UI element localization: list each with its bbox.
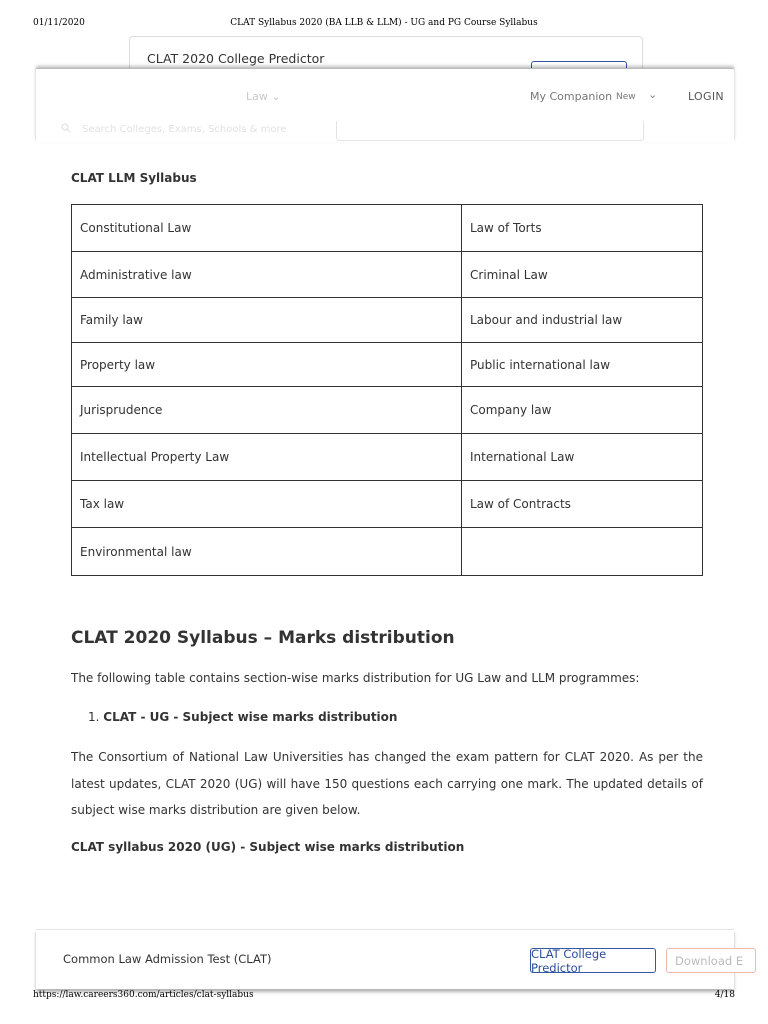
- table-row: [72, 434, 703, 481]
- table-cell: Labour and industrial law: [462, 298, 703, 343]
- table-row: [72, 298, 703, 343]
- print-title: CLAT Syllabus 2020 (BA LLB & LLM) - UG and PG Course Syllabus: [230, 18, 538, 28]
- marks-intro-text: The following table contains section-wise marks distribution for UG Law and LLM programmes:: [71, 671, 640, 685]
- table-cell: Constitutional Law: [72, 205, 462, 252]
- chevron-down-icon[interactable]: ⌄: [648, 88, 658, 101]
- table-cell: Property law: [72, 343, 462, 387]
- print-date: 01/11/2020: [33, 18, 85, 28]
- table-row: [72, 528, 703, 576]
- table-cell: Public international law: [462, 343, 703, 387]
- college-predictor-button[interactable]: CLAT College Predictor: [530, 948, 656, 973]
- table-cell: International Law: [462, 434, 703, 481]
- table-cell: Law of Torts: [462, 205, 703, 252]
- chevron-down-icon: ⌄: [271, 90, 281, 103]
- nav-law-menu[interactable]: [246, 90, 281, 103]
- table-cell: Company law: [462, 387, 703, 434]
- search-bar[interactable]: [58, 121, 298, 139]
- download-button[interactable]: Download E: [666, 948, 756, 973]
- table-cell: Family law: [72, 298, 462, 343]
- table-cell: Jurisprudence: [72, 387, 462, 434]
- llm-syllabus-heading: CLAT LLM Syllabus: [71, 171, 197, 185]
- marks-distribution-heading: CLAT 2020 Syllabus – Marks distribution: [71, 628, 455, 648]
- table-cell: Intellectual Property Law: [72, 434, 462, 481]
- table-row: [72, 252, 703, 298]
- table-cell: Tax law: [72, 481, 462, 528]
- list-number: 1.: [88, 710, 100, 724]
- marks-paragraph: The Consortium of National Law Universities has changed the exam pattern for CLAT 2020. As per the latest updates, CLAT 2020 (UG) will have 150 questions each carrying one mark. The updated details of subject wise marks distribution are given below.: [71, 750, 703, 817]
- site-navbar: [36, 68, 734, 142]
- nav-law-label: Law: [246, 90, 268, 103]
- exam-name-label: Common Law Admission Test (CLAT): [63, 952, 272, 966]
- page-number: 4/18: [714, 990, 735, 1000]
- new-badge: New: [616, 92, 636, 102]
- page-url: https://law.careers360.com/articles/clat-syllabus: [33, 990, 254, 1000]
- table-row: [72, 343, 703, 387]
- table-row: [72, 481, 703, 528]
- ug-marks-subheading: CLAT syllabus 2020 (UG) - Subject wise marks distribution: [71, 840, 465, 854]
- table-row: [72, 387, 703, 434]
- search-icon: [61, 123, 71, 133]
- table-cell: Law of Contracts: [462, 481, 703, 528]
- table-cell: Administrative law: [72, 252, 462, 298]
- login-link[interactable]: LOGIN: [688, 90, 724, 103]
- sticky-bottom-bar: [36, 929, 744, 989]
- print-footer: [33, 990, 735, 1004]
- nav-my-companion[interactable]: My Companion: [530, 90, 613, 103]
- list-item-text: CLAT - UG - Subject wise marks distribution: [103, 710, 398, 724]
- search-input[interactable]: [336, 121, 644, 141]
- search-placeholder: Search Colleges, Exams, Schools & more: [82, 124, 287, 135]
- table-cell: Criminal Law: [462, 252, 703, 298]
- table-cell: Environmental law: [72, 528, 462, 576]
- list-item: [88, 710, 397, 724]
- print-header: [33, 18, 735, 32]
- college-predictor-label: CLAT 2020 College Predictor: [147, 51, 325, 66]
- llm-syllabus-table: [71, 204, 703, 576]
- table-row: [72, 205, 703, 252]
- table-cell: [462, 528, 703, 576]
